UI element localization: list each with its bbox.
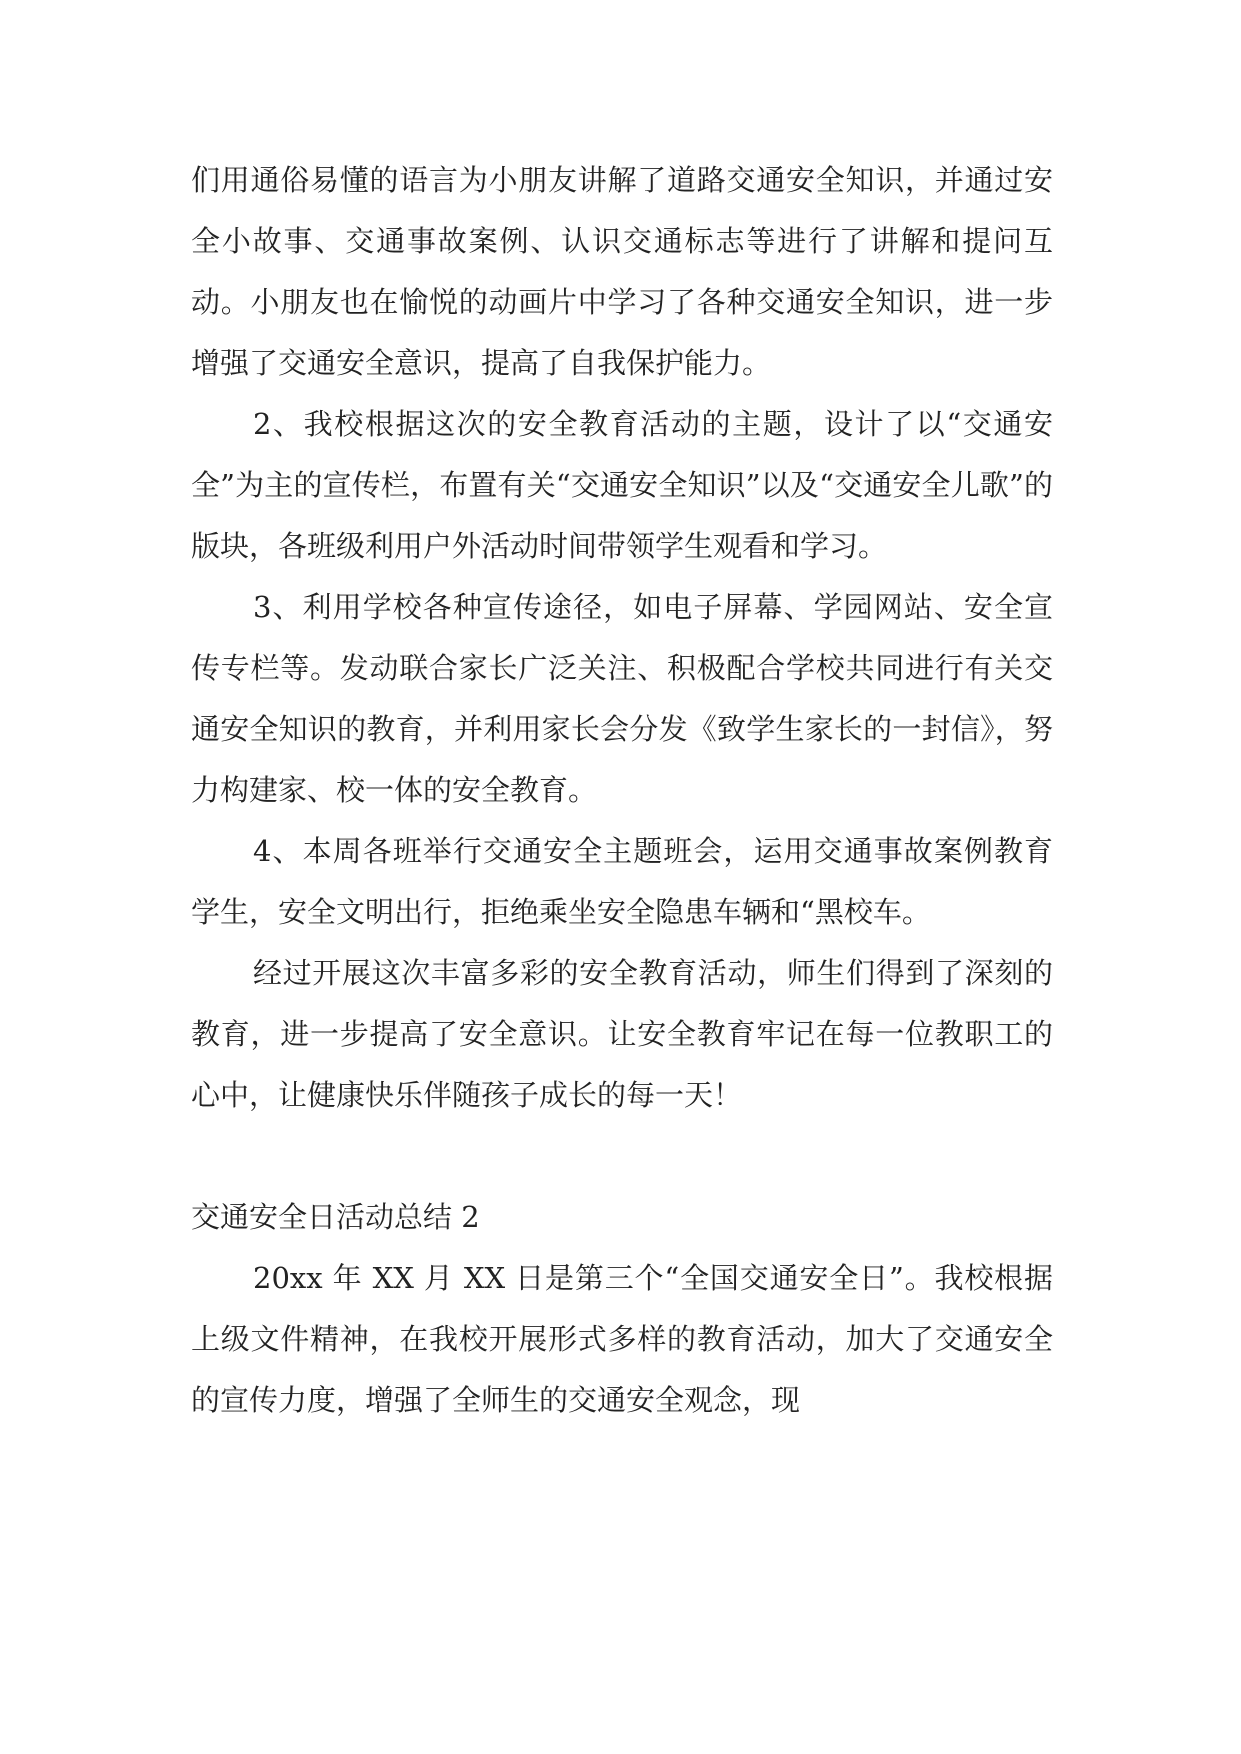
paragraph-conclusion: 经过开展这次丰富多彩的安全教育活动，师生们得到了深刻的教育，进一步提高了安全意识。让安全教育牢记在每一位教职工的心中，让健康快乐伴随孩子成长的每一天！ — [191, 956, 1053, 1112]
paragraph-continued: 们用通俗易懂的语言为小朋友讲解了道路交通安全知识，并通过安全小故事、交通事故案例、认识交通标志等进行了讲解和提问互动。小朋友也在愉悦的动画片中学习了各种交通安全知识，进一步增强了交通安全意识，提高了自我保护能力。 — [191, 163, 1053, 380]
paragraph-item-2: 2、我校根据这次的安全教育活动的主题，设计了以“交通安全”为主的宣传栏，布置有关“交通安全知识”以及“交通安全儿歌”的版块，各班级利用户外活动时间带领学生观看和学习。 — [191, 407, 1053, 563]
paragraph-item-4: 4、本周各班举行交通安全主题班会，运用交通事故案例教育学生，安全文明出行，拒绝乘坐安全隐患车辆和“黑校车。 — [191, 834, 1053, 929]
section-title: 交通安全日活动总结 2 — [191, 1200, 480, 1234]
paragraph-section-intro: 20xx 年 XX 月 XX 日是第三个“全国交通安全日”。我校根据上级文件精神，在我校开展形式多样的教育活动，加大了交通安全的宣传力度，增强了全师生的交通安全观念，现 — [191, 1261, 1053, 1417]
paragraph-item-3: 3、利用学校各种宣传途径，如电子屏幕、学园网站、安全宣传专栏等。发动联合家长广泛关注、积极配合学校共同进行有关交通安全知识的教育，并利用家长会分发《致学生家长的一封信》，努力构建家、校一体的安全教育。 — [191, 590, 1053, 807]
document-page — [191, 150, 1053, 1431]
